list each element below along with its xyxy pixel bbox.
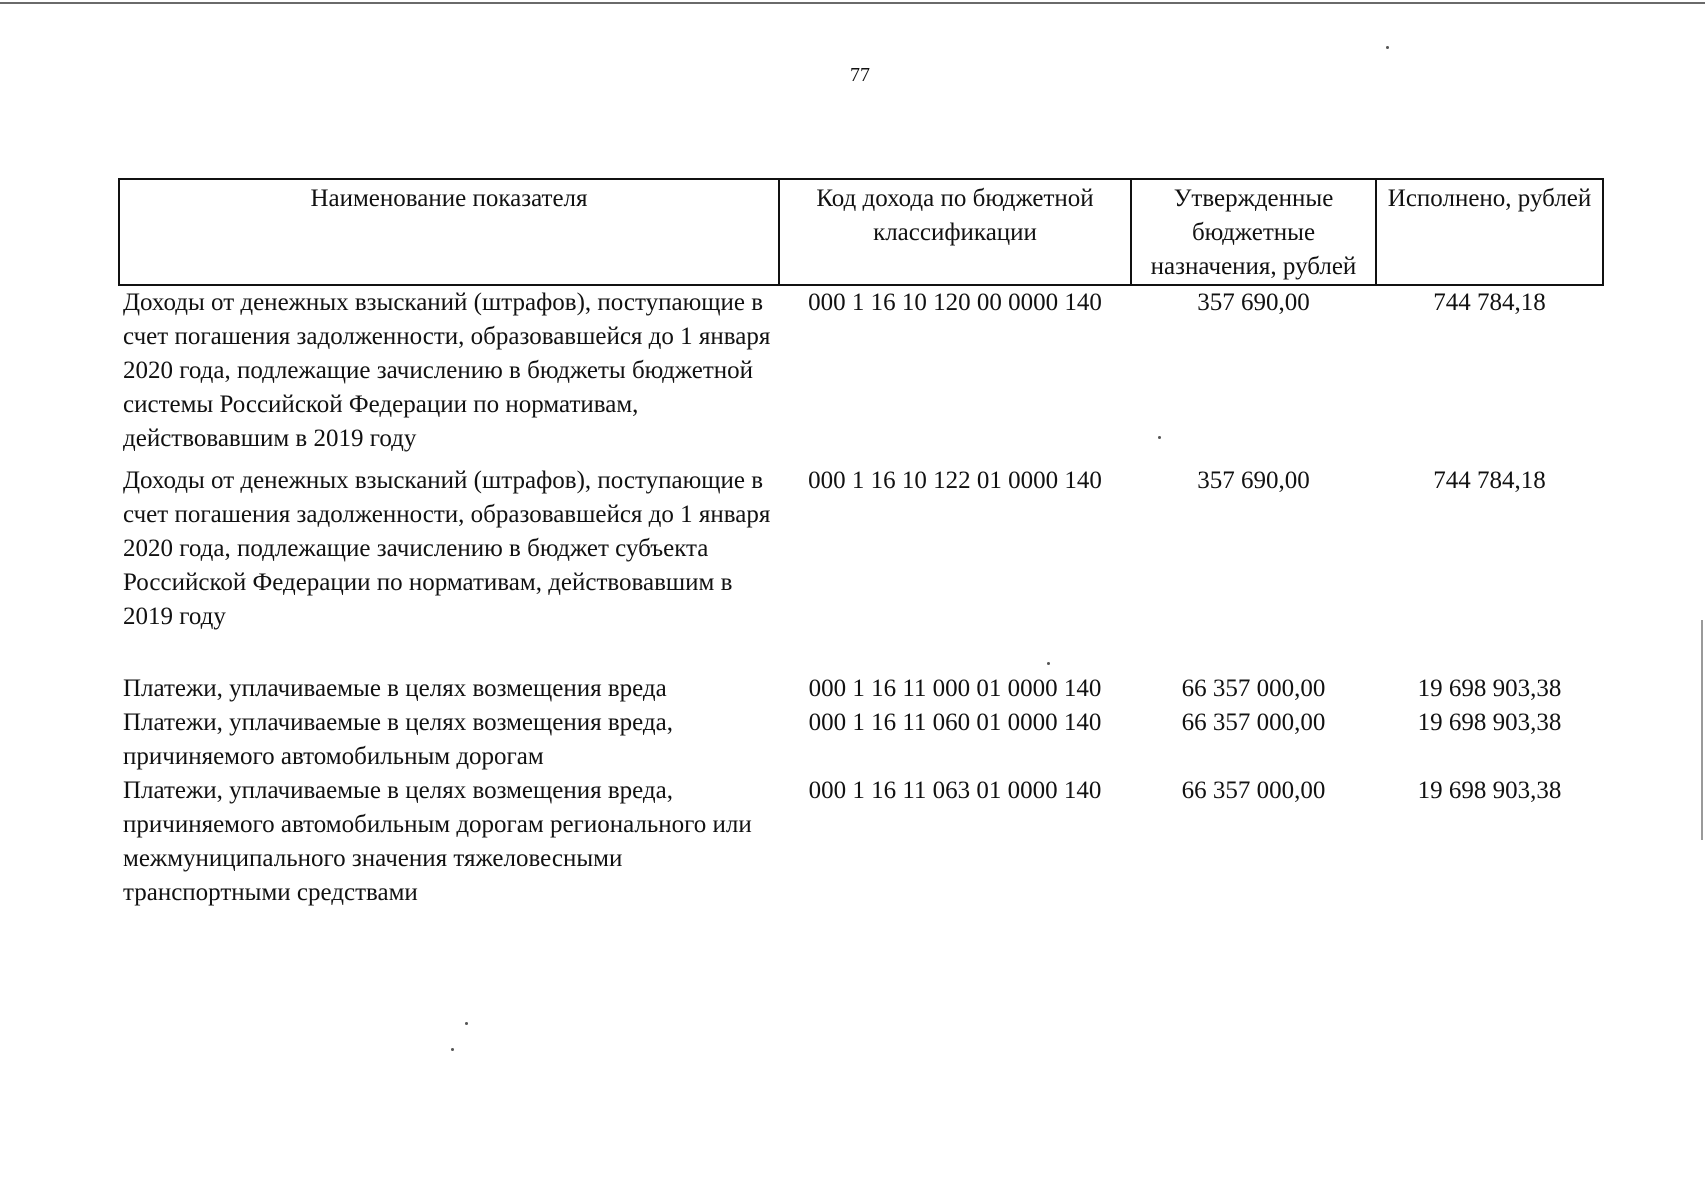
row-indicator-name: Платежи, уплачиваемые в целях возмещения вреда, причиняемого автомобильным дорогам регионального или межмуниципального значения тяжеловесными транспортными средствами xyxy=(123,777,752,906)
row-approved-amount: 66 357 000,00 xyxy=(1181,675,1326,702)
table-row xyxy=(119,706,1603,774)
table-row xyxy=(119,774,1603,910)
scan-speck xyxy=(465,1022,468,1025)
table-row xyxy=(119,285,1603,464)
row-revenue-code: 000 1 16 11 060 01 0000 140 xyxy=(808,709,1102,736)
scan-border-top xyxy=(0,2,1705,4)
budget-revenue-table xyxy=(118,178,1604,910)
row-indicator-name: Платежи, уплачиваемые в целях возмещения вреда, причиняемого автомобильным дорогам xyxy=(123,709,673,770)
scan-speck xyxy=(1386,46,1389,49)
row-indicator-name: Доходы от денежных взысканий (штрафов), поступающие в счет погашения задолженности, образовавшейся до 1 января 2020 года, подлежащие зачислению в бюджет субъекта Российской Федерации по нормативам, действовавшим в 2019 году xyxy=(123,467,771,630)
row-approved-amount: 357 690,00 xyxy=(1197,289,1310,316)
row-indicator-name: Платежи, уплачиваемые в целях возмещения вреда xyxy=(123,675,667,702)
row-revenue-code: 000 1 16 10 122 01 0000 140 xyxy=(808,467,1102,494)
header-revenue-code: Код дохода по бюджетной классификации xyxy=(779,179,1131,285)
scan-speck xyxy=(451,1048,454,1051)
row-approved-amount: 66 357 000,00 xyxy=(1181,777,1326,804)
row-approved-amount: 66 357 000,00 xyxy=(1181,709,1326,736)
row-indicator-name: Доходы от денежных взысканий (штрафов), поступающие в счет погашения задолженности, образовавшейся до 1 января 2020 года, подлежащие зачислению в бюджеты бюджетной системы Российской Федерации по нормативам, действовавшим в 2019 году xyxy=(123,289,771,452)
page-number: 77 xyxy=(850,64,870,86)
header-indicator-name: Наименование показателя xyxy=(119,179,779,285)
row-executed-amount: 19 698 903,38 xyxy=(1417,709,1562,736)
table-row xyxy=(119,464,1603,672)
row-revenue-code: 000 1 16 11 063 01 0000 140 xyxy=(808,777,1102,804)
row-executed-amount: 744 784,18 xyxy=(1433,289,1546,316)
row-approved-amount: 357 690,00 xyxy=(1197,467,1310,494)
header-executed-amount: Исполнено, рублей xyxy=(1376,179,1603,285)
table-header-row xyxy=(119,179,1603,285)
header-approved-amount: Утвержденные бюджетные назначения, рублей xyxy=(1131,179,1376,285)
scan-border-right xyxy=(1701,620,1703,840)
row-executed-amount: 744 784,18 xyxy=(1433,467,1546,494)
row-executed-amount: 19 698 903,38 xyxy=(1417,675,1562,702)
row-executed-amount: 19 698 903,38 xyxy=(1417,777,1562,804)
row-revenue-code: 000 1 16 11 000 01 0000 140 xyxy=(808,675,1102,702)
table-row xyxy=(119,672,1603,706)
row-revenue-code: 000 1 16 10 120 00 0000 140 xyxy=(808,289,1102,316)
